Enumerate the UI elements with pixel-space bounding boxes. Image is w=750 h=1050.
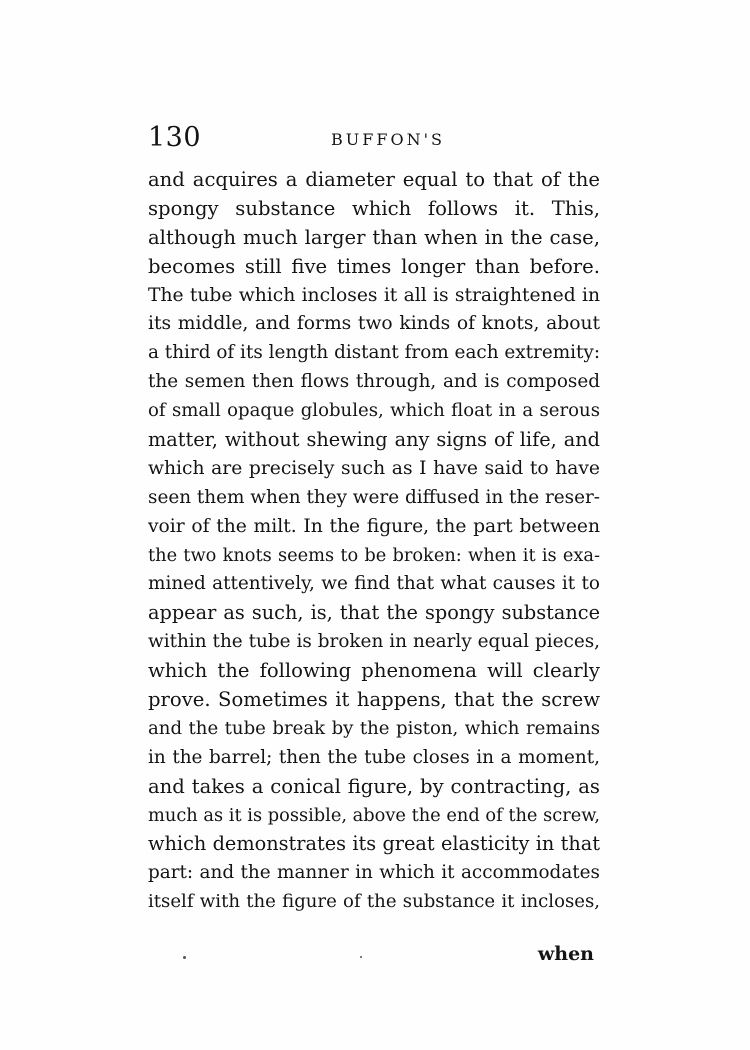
text-line: the two knots seems to be broken: when it is exa-	[148, 544, 600, 566]
text-line: appear as such, is, that the spongy substance	[148, 601, 600, 625]
text-line: which demonstrates its great elasticity in that	[148, 832, 600, 856]
print-speck	[360, 956, 362, 958]
text-line: and takes a conical figure, by contracting, as	[148, 774, 600, 798]
text-line: in the barrel; then the tube closes in a moment,	[148, 746, 600, 768]
text-line: its middle, and forms two kinds of knots, about	[148, 313, 600, 335]
text-line: mined attentively, we find that what causes it to	[148, 573, 600, 595]
text-line: and acquires a diameter equal to that of the	[148, 168, 600, 191]
body-text	[148, 166, 600, 917]
text-line: seen them when they were diffused in the reser-	[148, 486, 600, 508]
text-line: spongy substance which follows it. This,	[148, 196, 600, 220]
text-line: which the following phenomena will clearly	[148, 659, 600, 683]
text-line: although much larger than when in the case,	[148, 225, 600, 249]
running-head	[148, 122, 598, 154]
text-line: of small opaque globules, which float in a serous	[148, 400, 600, 422]
running-title: BUFFON'S	[331, 130, 445, 149]
text-line: which are precisely such as I have said to have	[148, 457, 600, 479]
text-line: and the tube break by the piston, which remains	[148, 717, 600, 739]
text-line: itself with the figure of the substance it incloses,	[148, 891, 600, 913]
text-line: part: and the manner in which it accommodates	[148, 862, 600, 884]
text-line: becomes still five times longer than before.	[148, 254, 600, 278]
text-line: much as it is possible, above the end of the screw,	[148, 804, 600, 826]
text-line: The tube which incloses it all is straightened in	[148, 284, 600, 306]
text-line: prove. Sometimes it happens, that the screw	[148, 688, 600, 712]
text-line: a third of its length distant from each extremity:	[148, 342, 601, 364]
text-line: within the tube is broken in nearly equal pieces,	[148, 631, 600, 653]
text-line: voir of the milt. In the figure, the part between	[148, 515, 600, 537]
print-speck	[183, 956, 186, 959]
page-number: 130	[148, 122, 202, 153]
text-line: matter, without shewing any signs of life, and	[148, 428, 600, 452]
text-line: the semen then flows through, and is composed	[148, 371, 600, 393]
catchword: when	[537, 943, 594, 965]
catchword-area	[148, 940, 600, 970]
